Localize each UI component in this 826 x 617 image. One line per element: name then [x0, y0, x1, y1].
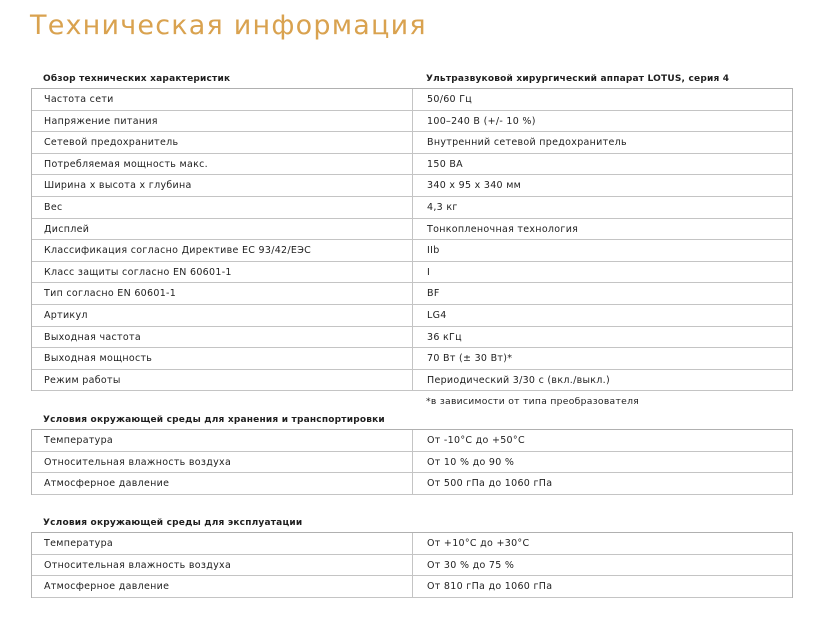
row-value: 100–240 В (+/- 10 %)	[427, 115, 536, 127]
row-value: 50/60 Гц	[427, 94, 473, 105]
operation-header-label: Условия окружающей среды для эксплуатации	[43, 518, 303, 528]
operation-table	[31, 533, 793, 598]
row-value: Тонкопленочная технология	[427, 223, 579, 235]
row-label: Потребляемая мощность макс.	[44, 158, 208, 170]
operation-header	[31, 516, 793, 533]
storage-conditions-section	[31, 413, 793, 495]
table-row	[32, 348, 792, 370]
row-label: Атмосферное давление	[44, 581, 170, 593]
row-value: От 500 гПа до 1060 гПа	[427, 478, 553, 490]
row-label: Температура	[44, 538, 114, 549]
table-row	[32, 576, 792, 598]
row-value: 36 кГц	[427, 331, 462, 343]
table-row	[32, 111, 792, 133]
table-row	[32, 240, 792, 262]
page-title: Техническая информация	[30, 10, 427, 41]
row-value: Внутренний сетевой предохранитель	[427, 137, 627, 149]
row-label: Артикул	[44, 309, 88, 321]
row-value: 340 х 95 х 340 мм	[427, 180, 522, 192]
storage-header-label: Условия окружающей среды для хранения и транспортировки	[43, 415, 385, 425]
table-row	[32, 473, 792, 495]
row-value: IIb	[427, 245, 440, 257]
row-label: Ширина х высота х глубина	[44, 180, 192, 192]
table-row	[32, 89, 792, 111]
row-label: Режим работы	[44, 374, 121, 386]
table-row	[32, 154, 792, 176]
row-value: От 30 % до 75 %	[427, 559, 515, 571]
row-label: Вес	[44, 201, 63, 213]
overview-table	[31, 89, 793, 391]
row-label: Класс защиты согласно EN 60601-1	[44, 266, 232, 278]
row-value: От 810 гПа до 1060 гПа	[427, 581, 553, 593]
row-label: Выходная частота	[44, 331, 141, 343]
row-label: Тип согласно EN 60601-1	[44, 288, 177, 300]
row-value: 70 Вт (± 30 Вт)*	[427, 353, 513, 365]
table-row	[32, 370, 792, 392]
table-row	[32, 219, 792, 241]
row-label: Классификация согласно Директиве ЕС 93/42/ЕЭС	[44, 245, 312, 257]
table-row	[32, 327, 792, 349]
row-label: Сетевой предохранитель	[44, 137, 179, 149]
row-value: 4,3 кг	[427, 201, 458, 213]
overview-header-label: Обзор технических характеристик	[43, 74, 231, 84]
table-row	[32, 452, 792, 474]
row-value: 150 ВА	[427, 158, 463, 170]
table-row	[32, 305, 792, 327]
row-label: Выходная мощность	[44, 353, 153, 365]
table-row	[32, 197, 792, 219]
row-value: I	[427, 266, 431, 278]
row-value: LG4	[427, 309, 447, 321]
row-label: Атмосферное давление	[44, 478, 170, 490]
overview-section	[31, 72, 793, 391]
device-name-header: Ультразвуковой хирургический аппарат LOTUS, серия 4	[426, 74, 730, 84]
row-value: От +10°C до +30°C	[427, 538, 530, 549]
footnote: *в зависимости от типа преобразователя	[426, 396, 640, 407]
row-label: Дисплей	[44, 223, 90, 235]
overview-header	[31, 72, 793, 89]
row-label: Напряжение питания	[44, 115, 158, 127]
table-row	[32, 262, 792, 284]
row-label: Температура	[44, 435, 114, 446]
table-row	[32, 283, 792, 305]
table-row	[32, 430, 792, 452]
operation-conditions-section	[31, 516, 793, 598]
table-row	[32, 132, 792, 154]
row-value: BF	[427, 288, 440, 300]
table-row	[32, 175, 792, 197]
table-row	[32, 533, 792, 555]
row-label: Частота сети	[44, 94, 114, 105]
storage-table	[31, 430, 793, 495]
row-value: Периодический 3/30 с (вкл./выкл.)	[427, 374, 611, 386]
row-value: От 10 % до 90 %	[427, 456, 515, 468]
row-label: Относительная влажность воздуха	[44, 456, 232, 468]
storage-header	[31, 413, 793, 430]
row-label: Относительная влажность воздуха	[44, 559, 232, 571]
table-row	[32, 555, 792, 577]
row-value: От -10°C до +50°C	[427, 435, 525, 446]
